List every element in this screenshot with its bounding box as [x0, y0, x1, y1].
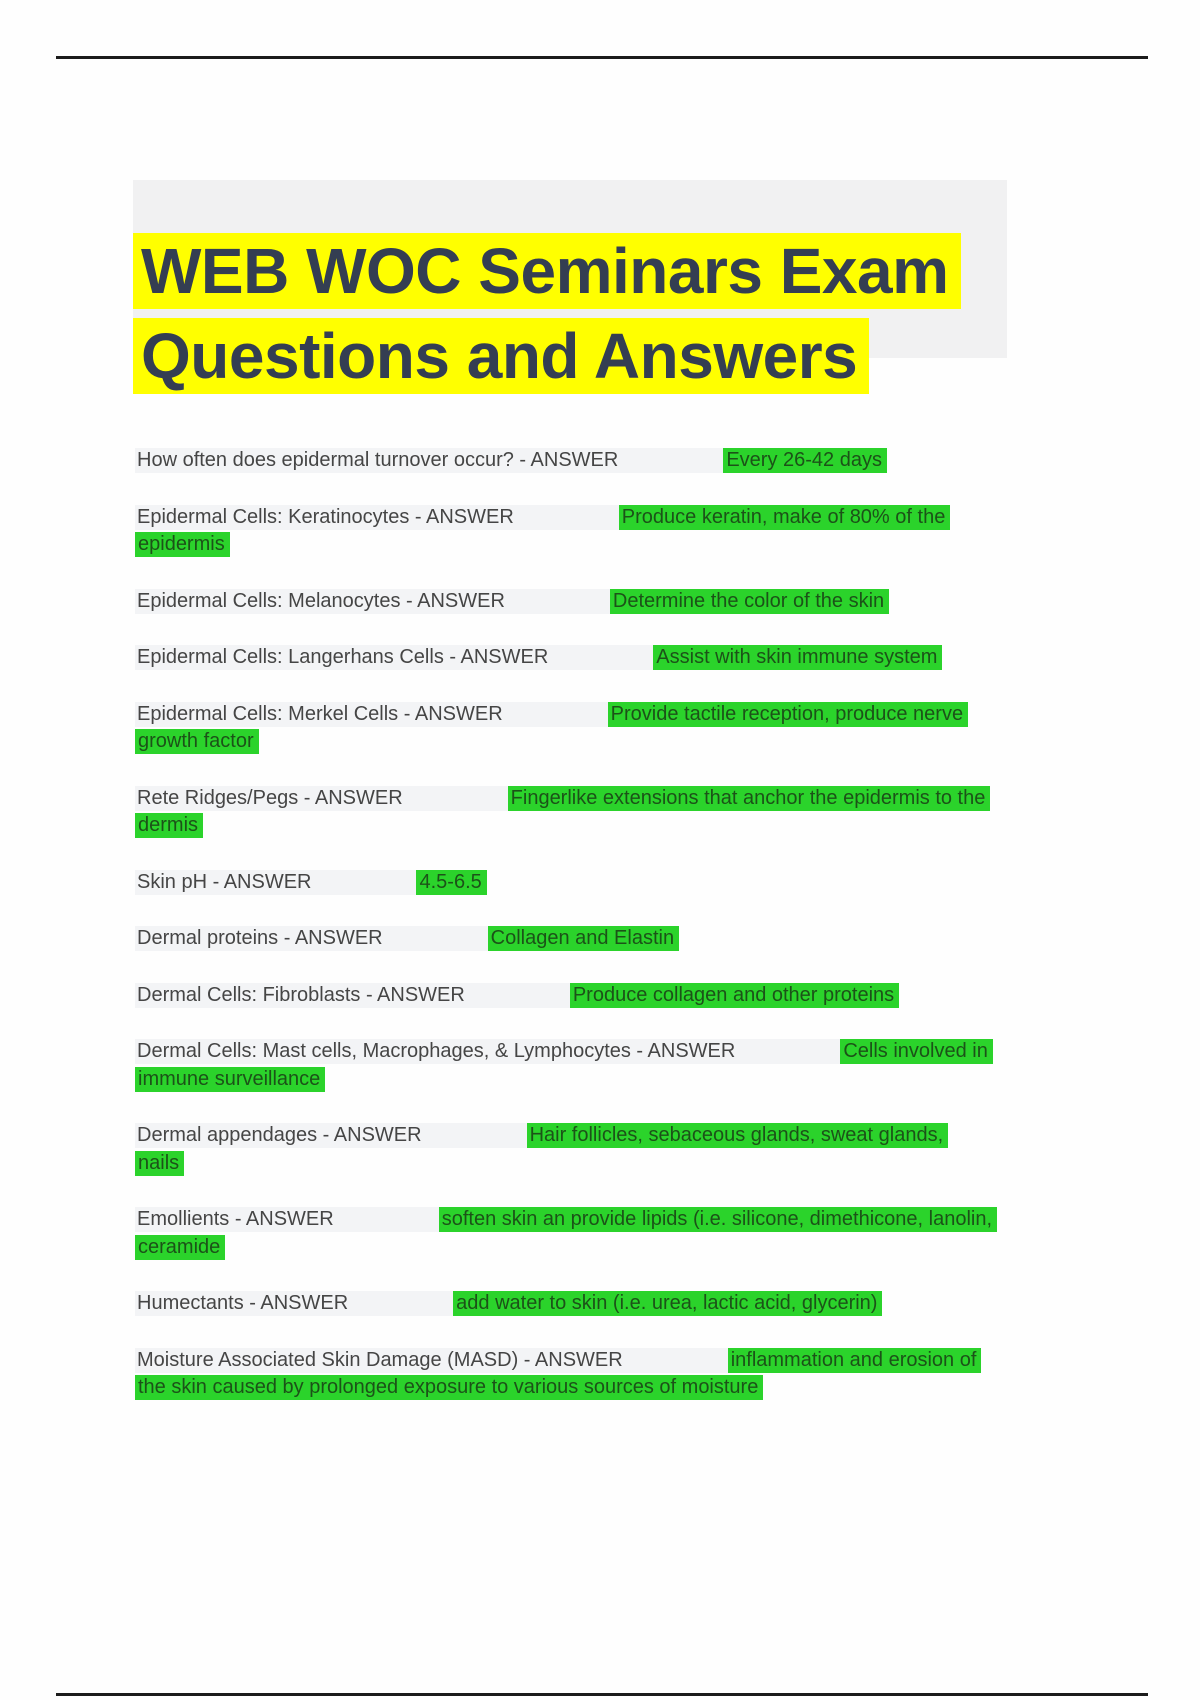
answer-highlight: inflammation and erosion of the skin caused by prolonged exposure to various sources of moisture [135, 1348, 981, 1401]
answer-highlight: Hair follicles, sebaceous glands, sweat glands, nails [135, 1123, 948, 1176]
answer-highlight: add water to skin (i.e. urea, lactic acid, glycerin) [453, 1291, 882, 1316]
qa-item [135, 925, 993, 953]
question-text: Epidermal Cells: Langerhans Cells - ANSWER [135, 645, 653, 670]
title-yellow-highlight: WEB WOC Seminars Exam Questions and Answers [133, 233, 961, 394]
question-text: Dermal appendages - ANSWER [135, 1123, 527, 1148]
qa-item [135, 588, 993, 616]
question-text: How often does epidermal turnover occur? - ANSWER [135, 448, 723, 473]
answer-highlight: Provide tactile reception, produce nerve growth factor [135, 702, 968, 755]
answer-highlight: soften skin an provide lipids (i.e. silicone, dimethicone, lanolin, ceramide [135, 1207, 997, 1260]
qa-list [135, 447, 993, 1431]
answer-highlight: 4.5-6.5 [416, 870, 486, 895]
question-text: Dermal Cells: Fibroblasts - ANSWER [135, 983, 570, 1008]
answer-highlight: Fingerlike extensions that anchor the epidermis to the dermis [135, 786, 990, 839]
qa-item [135, 701, 993, 756]
answer-highlight: Produce keratin, make of 80% of the epidermis [135, 505, 950, 558]
qa-item [135, 447, 993, 475]
question-text: Humectants - ANSWER [135, 1291, 453, 1316]
qa-item [135, 1347, 993, 1402]
qa-item [135, 869, 993, 897]
question-text: Skin pH - ANSWER [135, 870, 416, 895]
answer-highlight: Determine the color of the skin [610, 589, 889, 614]
qa-item [135, 644, 993, 672]
question-text: Rete Ridges/Pegs - ANSWER [135, 786, 508, 811]
qa-item [135, 1038, 993, 1093]
question-text: Epidermal Cells: Melanocytes - ANSWER [135, 589, 610, 614]
question-text: Dermal proteins - ANSWER [135, 926, 488, 951]
question-text: Dermal Cells: Mast cells, Macrophages, & Lymphocytes - ANSWER [135, 1039, 840, 1064]
question-text: Emollients - ANSWER [135, 1207, 439, 1232]
question-text: Epidermal Cells: Merkel Cells - ANSWER [135, 702, 608, 727]
answer-highlight: Every 26-42 days [723, 448, 887, 473]
bottom-border-rule [56, 1693, 1148, 1696]
question-text: Epidermal Cells: Keratinocytes - ANSWER [135, 505, 619, 530]
qa-item [135, 1206, 993, 1261]
answer-highlight: Collagen and Elastin [488, 926, 679, 951]
qa-item [135, 785, 993, 840]
qa-item [135, 504, 993, 559]
page-title [133, 229, 1017, 399]
question-text: Moisture Associated Skin Damage (MASD) - ANSWER [135, 1348, 728, 1373]
qa-item [135, 982, 993, 1010]
top-border-rule [56, 56, 1148, 59]
qa-item [135, 1290, 993, 1318]
qa-item [135, 1122, 993, 1177]
answer-highlight: Cells involved in immune surveillance [135, 1039, 993, 1092]
answer-highlight: Produce collagen and other proteins [570, 983, 899, 1008]
answer-highlight: Assist with skin immune system [653, 645, 942, 670]
